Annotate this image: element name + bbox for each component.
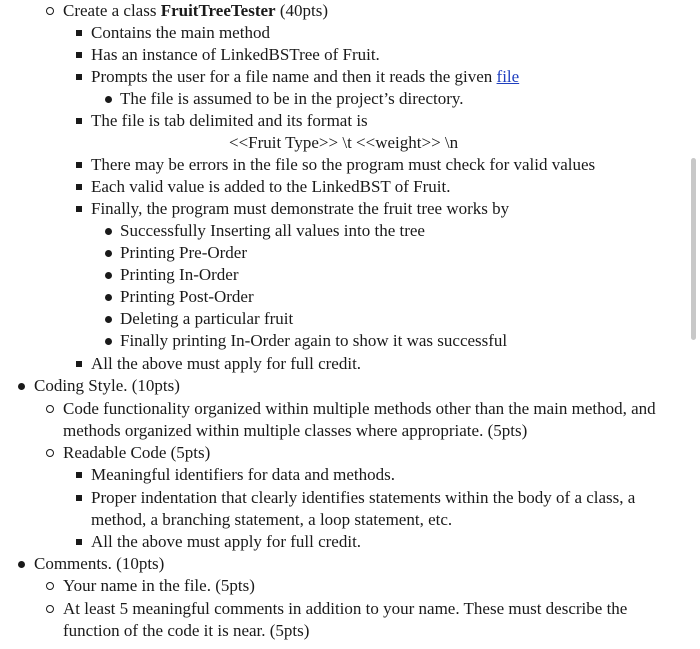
square-bullet-icon (72, 66, 86, 88)
disc-bullet-icon (101, 264, 115, 286)
your-name-item: Your name in the file. (5pts) (63, 576, 255, 595)
meaningful-comments-item-cont: function of the code it is near. (5pts) (63, 621, 310, 640)
circle-bullet-icon (43, 398, 57, 420)
step-final-inorder-item: Finally printing In-Order again to show it was successful (120, 331, 508, 350)
square-bullet-icon (72, 353, 86, 375)
circle-bullet-icon (43, 598, 57, 620)
disc-bullet-icon (101, 308, 115, 330)
vertical-scrollbar[interactable] (691, 158, 696, 340)
square-bullet-icon (72, 44, 86, 66)
step-postorder-item: Printing Post-Order (120, 287, 254, 306)
class-name: FruitTreeTester (160, 1, 276, 20)
fruit-tree-tester-item (63, 0, 328, 22)
item-text: Create a class (63, 1, 161, 20)
all-above-item: All the above must apply for full credit. (91, 354, 362, 373)
disc-bullet-icon (101, 88, 115, 110)
item-text: Prompts the user for a file name and then it reads the given (91, 67, 497, 86)
disc-bullet-icon (14, 375, 28, 397)
format-line: <<Fruit Type>> \t <<weight>> \n (229, 133, 459, 152)
square-bullet-icon (72, 22, 86, 44)
step-insert-item: Successfully Inserting all values into the tree (120, 221, 425, 240)
square-bullet-icon (72, 464, 86, 486)
coding-style-item: Coding Style. (10pts) (34, 376, 180, 395)
comments-item: Comments. (10pts) (34, 554, 165, 573)
meaningful-identifiers-item: Meaningful identifiers for data and methods. (91, 465, 396, 484)
disc-bullet-icon (101, 286, 115, 308)
code-functionality-item-cont: methods organized within multiple classes where appropriate. (5pts) (63, 421, 528, 440)
circle-bullet-icon (43, 575, 57, 597)
file-link[interactable]: file (496, 67, 520, 86)
code-functionality-item: Code functionality organized within multiple methods other than the main method, and (63, 399, 656, 418)
disc-bullet-icon (14, 553, 28, 575)
square-bullet-icon (72, 176, 86, 198)
proper-indentation-item: Proper indentation that clearly identifies statements within the body of a class, a (91, 488, 636, 507)
prompts-user-item (91, 66, 519, 88)
all-above-item: All the above must apply for full credit. (91, 532, 362, 551)
errors-item: There may be errors in the file so the program must check for valid values (91, 155, 596, 174)
points-text: (40pts) (275, 1, 328, 20)
readable-code-item: Readable Code (5pts) (63, 443, 211, 462)
square-bullet-icon (72, 198, 86, 220)
proper-indentation-item-cont: method, a branching statement, a loop statement, etc. (91, 510, 453, 529)
circle-bullet-icon (43, 0, 57, 22)
each-valid-item: Each valid value is added to the LinkedBST of Fruit. (91, 177, 451, 196)
tab-delimited-item: The file is tab delimited and its format is (91, 111, 368, 130)
step-inorder-item: Printing In-Order (120, 265, 239, 284)
has-instance-item: Has an instance of LinkedBSTree of Fruit. (91, 45, 380, 64)
circle-bullet-icon (43, 442, 57, 464)
step-preorder-item: Printing Pre-Order (120, 243, 248, 262)
file-assumed-item: The file is assumed to be in the project’s directory. (120, 89, 464, 108)
disc-bullet-icon (101, 330, 115, 352)
square-bullet-icon (72, 110, 86, 132)
square-bullet-icon (72, 487, 86, 509)
disc-bullet-icon (101, 242, 115, 264)
square-bullet-icon (72, 531, 86, 553)
step-delete-item: Deleting a particular fruit (120, 309, 294, 328)
contains-main-item: Contains the main method (91, 23, 270, 42)
square-bullet-icon (72, 154, 86, 176)
finally-demo-item: Finally, the program must demonstrate the fruit tree works by (91, 199, 510, 218)
disc-bullet-icon (101, 220, 115, 242)
meaningful-comments-item: At least 5 meaningful comments in addition to your name. These must describe the (63, 599, 628, 618)
